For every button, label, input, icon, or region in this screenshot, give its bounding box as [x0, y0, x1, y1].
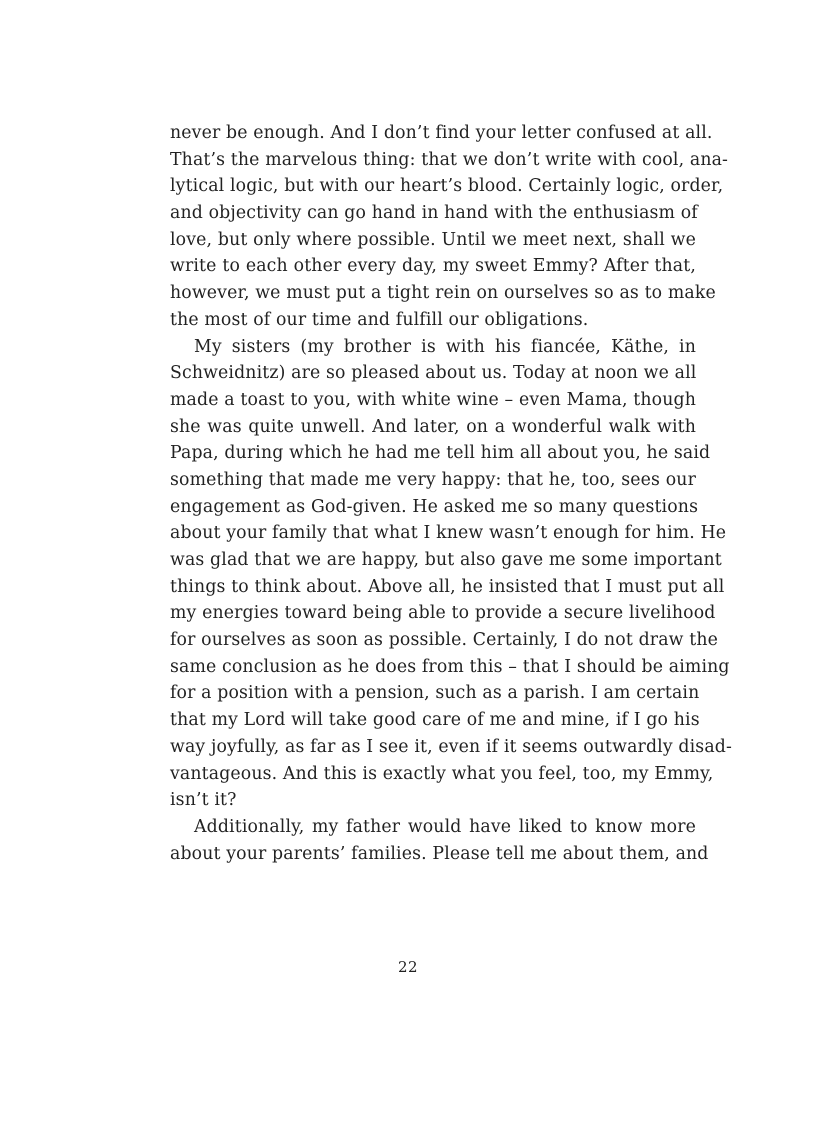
text-line: isn’t it?	[170, 790, 237, 811]
text-line: made a toast to you, with white wine – even Mama, though	[170, 389, 696, 410]
text-line: was glad that we are happy, but also gave me some important	[170, 550, 722, 570]
text-line: My sisters (my brother is with his fiancée, Käthe, in	[194, 336, 696, 357]
text-line: way joyfully, as far as I see it, even if it seems outwardly disad-	[170, 736, 732, 757]
text-line: and objectivity can go hand in hand with the enthusiasm of	[170, 203, 698, 224]
page-number: 22	[397, 958, 419, 976]
text-line: something that made me very happy: that he, too, sees our	[170, 469, 696, 490]
text-line: for ourselves as soon as possible. Certainly, I do not draw the	[170, 630, 718, 651]
text-line: lytical logic, but with our heart’s blood. Certainly logic, order,	[170, 176, 724, 197]
text-line: about your family that what I knew wasn’t enough for him. He	[170, 523, 727, 544]
text-line: Papa, during which he had me tell him all about you, he said	[170, 443, 711, 464]
text-line: Schweidnitz) are so pleased about us. Today at noon we all	[170, 363, 697, 384]
text-line: write to each other every day, my sweet Emmy? After that,	[170, 256, 696, 277]
text-line: about your parents’ families. Please tell me about them, and	[170, 843, 709, 864]
text-line: engagement as God-given. He asked me so many questions	[170, 496, 699, 517]
text-line: never be enough. And I don’t find your letter confused at all.	[170, 123, 713, 143]
text-line: same conclusion as he does from this – that I should be aiming	[170, 656, 730, 677]
text-line: she was quite unwell. And later, on a wonderful walk with	[170, 416, 696, 437]
text-line: Additionally, my father would have liked to know more	[194, 816, 696, 837]
text-line: that my Lord will take good care of me and mine, if I go his	[170, 710, 700, 731]
text-line: love, but only where possible. Until we meet next, shall we	[170, 229, 696, 250]
text-line: for a position with a pension, such as a parish. I am certain	[170, 683, 700, 704]
text-line: however, we must put a tight rein on ourselves so as to make	[170, 283, 716, 304]
text-line: things to think about. Above all, he insisted that I must put all	[170, 576, 725, 597]
body-text	[170, 120, 732, 867]
text-line: the most of our time and fulfill our obligations.	[170, 309, 589, 330]
text-line: That’s the marvelous thing: that we don’t write with cool, ana-	[170, 149, 729, 170]
text-line: my energies toward being able to provide a secure livelihood	[170, 603, 716, 624]
text-line: vantageous. And this is exactly what you feel, too, my Emmy,	[170, 763, 714, 784]
